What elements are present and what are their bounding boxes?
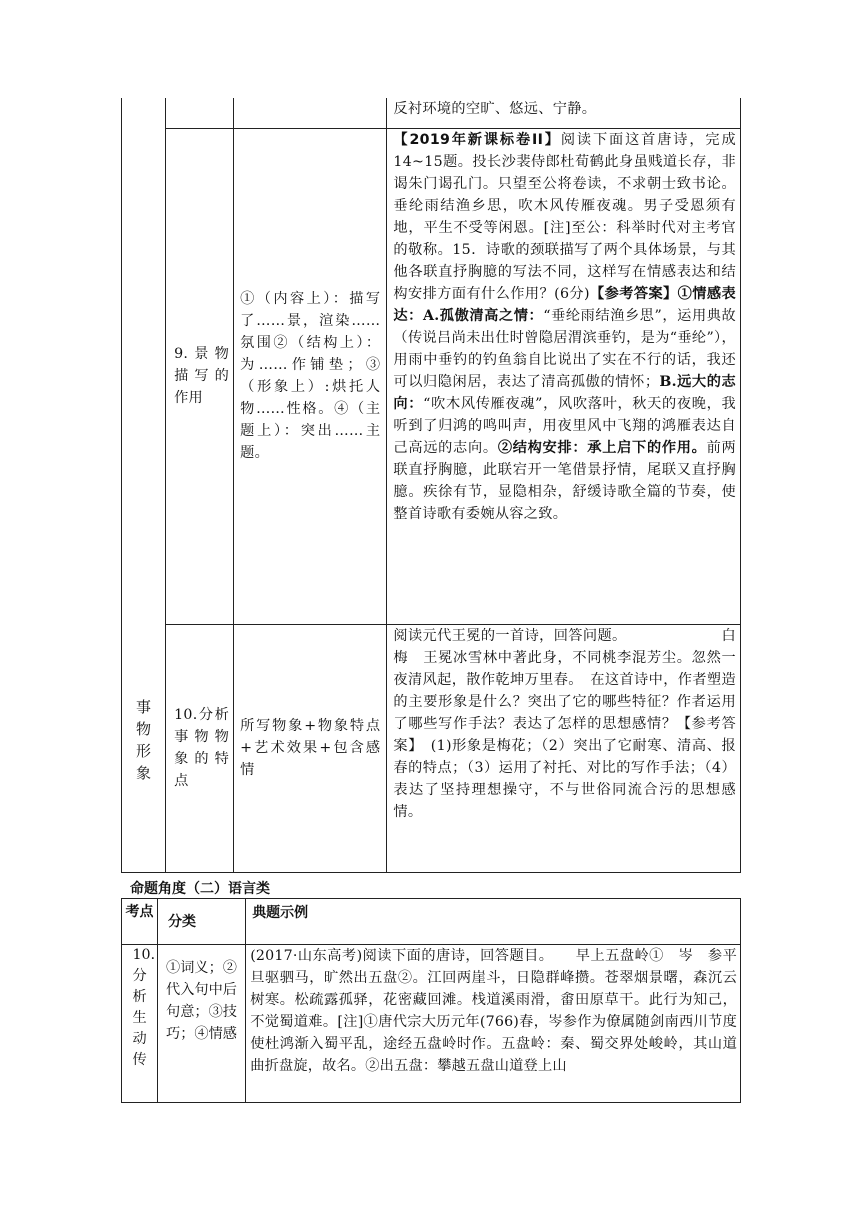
table-row-10: [122, 624, 741, 872]
example-text: (2017·山东高考)阅读下面的唐诗，回答题目。 早上五盘岭① 岑 参平旦驱驷马，旷然出五盘②。江回两崖斗，日隐群峰攒。苍翠烟景曙，森沉云树寒。松疏露孤驿，花密藏回滩。栈道溪雨滑，畬田原草干。此行为知己，不觉蜀道难。[注]①唐代宗大历元年(766)春，岑参作为僚属随剑南西川节度使杜鸿渐入蜀平乱，途经五盘岭时作。五盘岭：秦、蜀交界处峻岭，其山道曲折盘旋，故名。②出五盘：攀越五盘山道登上山: [250, 948, 737, 1074]
topic-label: 10．分析生动传: [132, 947, 165, 1068]
topic-cell: [122, 945, 165, 1103]
table-row-9: [122, 128, 741, 624]
answer-heading-b: B.远大的志向：: [393, 373, 736, 412]
header-category: 分类: [168, 913, 197, 930]
example-question: 阅读下面这首唐诗，完成14~15题。投长沙裴侍郎杜荀鹤此身虽贱道长存，非谒朱门谒孔门。只望至公将卷读，不求朝士致书论。垂纶雨结渔乡思，吹木风传雁夜魂。男子受恩须有地，平生不受等闲恩。[注]至公：科举时代对主考官的敬称。15．诗歌的颈联描写了两个具体场景，与其他各联直抒胸臆的写法不同，这样写在情感表达和结构安排方面有什么作用？(6分): [393, 131, 736, 302]
method-text: 所写物象+物象特点+艺术效果+包含感情: [240, 718, 381, 778]
method-text: ①（内容上）：描写了……景，渲染……氛围②（结构上）：为……作铺垫；③（形象上）:烘托人物……性格。④（主题上）：突出……主题。: [240, 291, 381, 461]
example-text: [387, 129, 740, 525]
continued-text: 反衬环境的空旷、悠远、宁静。: [393, 101, 597, 117]
topic-label: 10.分析事物物象的特点: [174, 707, 230, 789]
language-table: [121, 898, 741, 1103]
table-row-continued: [122, 98, 741, 128]
poetry-method-table: [121, 98, 741, 873]
header-cell: [158, 899, 246, 945]
header-examples: 典题示例: [252, 905, 309, 921]
answer-part-b: “吹木风传雁夜魂”，风吹落叶，秋天的夜晚，我听到了归鸿的鸣叫声，用夜里风中飞翔的鸿雁表达自己高远的志向。: [393, 395, 737, 456]
answer-heading-structure: ②结构安排：承上启下的作用。: [497, 439, 707, 456]
section-title: 命题角度（二）语言类: [130, 881, 270, 897]
method-cell: [234, 128, 387, 624]
topic-cell: [166, 128, 234, 624]
example-cell: [387, 98, 741, 128]
header-cell: [122, 899, 158, 945]
example-cell: [246, 945, 741, 1103]
table-header-row: [122, 899, 741, 945]
topic-cell: [166, 624, 234, 872]
table-row: [122, 945, 741, 1103]
topic-label: 9.景物描写的作用: [174, 346, 230, 406]
empty-cell: [234, 98, 387, 128]
category-cell: [158, 945, 246, 1103]
example-text: 阅读元代王冕的一首诗，回答问题。 白梅 王冕冰雪林中著此身，不同桃李混芳尘。忽然一夜清风起，散作乾坤万里春。 在这首诗中，作者塑造的主要形象是什么？突出了它的哪些特征？作者运用了哪些写作手法？表达了怎样的思想感情？【参考答案】 (1)形象是梅花；（2）突出了它耐寒、清高、报春的特点；（3）运用了衬托、对比的写作手法；（4）表达了坚持理想操守，不与世俗同流合污的思想感情。: [393, 627, 736, 820]
exam-source: 【2019年新课标卷II】: [393, 131, 561, 148]
answer-structure: 前两联直抒胸臆，此联宕开一笔借景抒情，尾联又直抒胸臆。疾徐有节，显隐相杂，舒缓诗歌全篇的节奏，使整首诗歌有委婉从容之致。: [393, 439, 737, 522]
header-kaodian: 考点: [125, 904, 154, 920]
category-text: ①词义；②代入句中后句意；③技巧；④情感: [166, 960, 237, 1042]
category-cell: [122, 98, 166, 872]
empty-cell: [166, 98, 234, 128]
header-cell: [246, 899, 741, 945]
example-cell: [387, 128, 741, 624]
category-label: 事物形象: [136, 698, 152, 782]
answer-heading: 【参考答案】①情感表达：A.孤傲清高之情：: [393, 285, 736, 324]
answer-part-a: “垂纶雨结渔乡思”，运用典故（传说吕尚未出仕时曾隐居渭滨垂钓，是为“垂纶”），用雨中垂钓的钓鱼翁自比说出了实在不行的话，我还可以归隐闲居，表达了清高孤傲的情怀；: [393, 307, 736, 390]
example-cell: [387, 624, 741, 872]
method-cell: [234, 624, 387, 872]
